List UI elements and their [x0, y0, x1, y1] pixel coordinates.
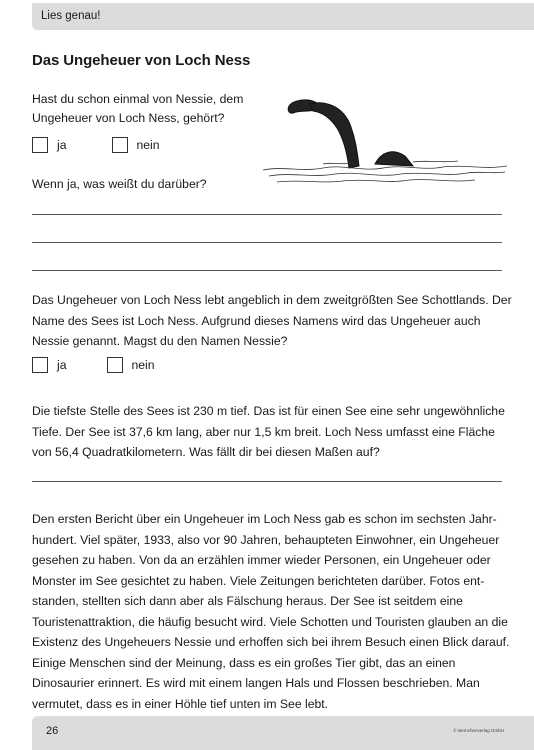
checkbox-yes[interactable]	[32, 137, 48, 153]
header-bar	[32, 3, 534, 30]
checkbox-no[interactable]	[107, 357, 123, 373]
paragraph-2-text: Das Ungeheuer von Loch Ness lebt angeblich in dem zweitgrößten See Schottlands. Der Name des Sees ist Loch Ness. Aufgrund dieses Namens wird das Ungeheuer auch Nessie genannt. Magst du den Namen Nessie?	[32, 293, 512, 348]
answer-line[interactable]	[32, 270, 502, 271]
paragraph-2-options	[32, 355, 155, 375]
checkbox-no[interactable]	[112, 137, 128, 153]
question-2-text: Wenn ja, was weißt du darüber?	[32, 177, 207, 191]
header-label: Lies genau!	[41, 10, 101, 22]
footer-bar	[32, 716, 534, 750]
answer-line[interactable]	[32, 214, 502, 215]
page-title: Das Ungeheuer von Loch Ness	[32, 52, 251, 69]
label-yes: ja	[57, 138, 67, 152]
question-1-text: Hast du schon einmal von Nessie, dem Ungeheuer von Loch Ness, gehört?	[32, 92, 244, 125]
answer-line[interactable]	[32, 481, 502, 482]
checkbox-yes[interactable]	[32, 357, 48, 373]
answer-line[interactable]	[32, 242, 502, 243]
question-1-options	[32, 135, 160, 155]
publisher-credit: © sternchenverlag GmbH	[453, 728, 504, 733]
paragraph-3-text: Die tiefste Stelle des Sees ist 230 m tief. Das ist für einen See eine sehr ungewöhnliche Tiefe. Der See ist 37,6 km lang, aber nur 1,5 km breit. Loch Ness umfasst eine Fläche von 56,4 Quadratkilometern. Was fällt dir bei diesen Maßen auf?	[32, 404, 505, 459]
page-number: 26	[46, 725, 59, 737]
label-yes: ja	[57, 358, 67, 372]
label-no: nein	[131, 358, 155, 372]
paragraph-4-text: Den ersten Bericht über ein Ungeheuer im Loch Ness gab es schon im sechsten Jahrhundert. Viel später, 1933, also vor 90 Jahren, behaupteten Einwohner, ein Ungeheuer gesehen zu haben. Von da an erzählen immer wieder Personen, ein Ungeheuer oder Monster im See gesichtet zu haben. Viele Zeitungen berichteten darüber. Fotos entstanden, stellten sich dann aber als Fälschung heraus. Der See ist seitdem eine Touristenattraktion, die häufig besucht wird. Viele Schotten und Touristen glauben an die Existenz des Ungeheuers Nessie und erhoffen sich bei ihrem Besuch einen Blick darauf. Einige Menschen sind der Meinung, dass es ein großes Tier gibt, das an einen Dinosaurier erinnert. Es wird mit einem langen Hals und Flossen beschrieben. Man vermutet, dass es in einer Höhle tief unten im See lebt.	[32, 512, 510, 711]
label-no: nein	[136, 138, 160, 152]
